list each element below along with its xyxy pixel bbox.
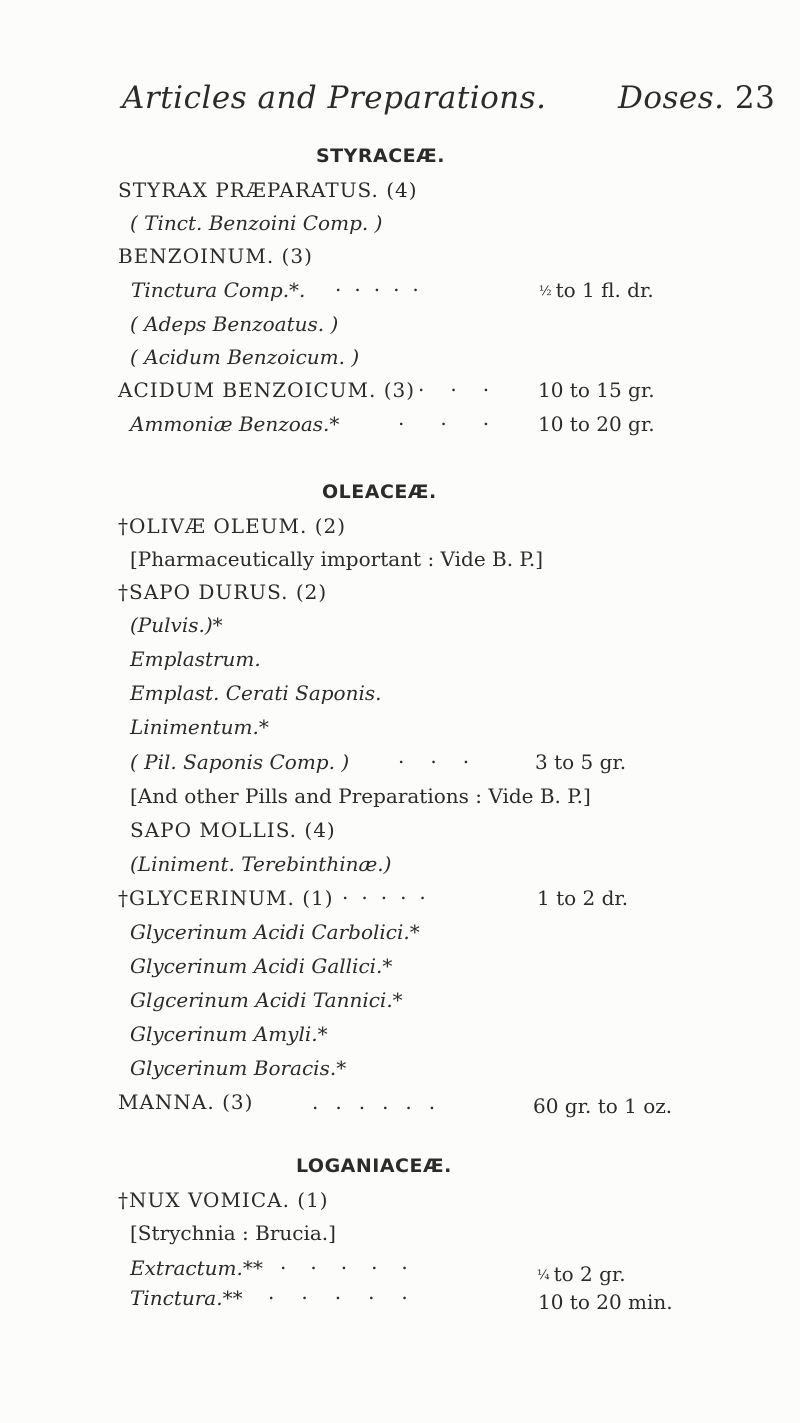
page-number: 23	[734, 80, 776, 116]
entry-line: STYRAX PRÆPARATUS. (4)	[118, 178, 418, 202]
entry-line: †NUX VOMICA. (1)	[118, 1188, 329, 1212]
dot-leader: ...	[418, 372, 516, 396]
entry-line: Tinctura.**	[130, 1286, 243, 1310]
dose-text: to 2 gr.	[553, 1262, 626, 1286]
entry-line: Extractum.**	[130, 1256, 263, 1280]
entry-line: (Liniment. Terebinthinæ.)	[130, 852, 392, 876]
entry-line: Glycerinum Boracis.*	[130, 1056, 347, 1080]
entry-line: ( Adeps Benzoatus. )	[130, 312, 339, 336]
entry-line: ACIDUM BENZOICUM. (3)	[118, 378, 416, 402]
entry-line: †OLIVÆ OLEUM. (2)	[118, 514, 347, 538]
dot-leader: .....	[342, 880, 439, 904]
dose	[537, 1262, 626, 1286]
entry-line: Glycerinum Amyli.*	[130, 1022, 328, 1046]
entry-line: Ammoniæ Benzoas.*	[130, 412, 340, 436]
entry-line: [Pharmaceutically important : Vide B. P.]	[130, 547, 543, 571]
dot-leader: ...	[398, 406, 526, 430]
entry-line: SAPO MOLLIS. (4)	[130, 818, 336, 842]
entry-line: ( Tinct. Benzoini Comp. )	[130, 211, 383, 235]
dose: 10 to 20 min.	[538, 1290, 673, 1314]
entry-line: BENZOINUM. (3)	[118, 244, 313, 268]
entry-line: MANNA. (3)	[118, 1090, 254, 1114]
dose	[539, 278, 654, 302]
entry-line: †GLYCERINUM. (1)	[118, 886, 334, 910]
dose: 1 to 2 dr.	[537, 886, 629, 910]
dot-leader: .....	[268, 1280, 435, 1304]
section-heading: LOGANIACEÆ.	[296, 1155, 452, 1177]
entry-line: ( Acidum Benzoicum. )	[130, 345, 360, 369]
dose: 10 to 20 gr.	[538, 412, 655, 436]
entry-line: (Pulvis.)*	[130, 613, 223, 637]
dose-fraction: ¼	[537, 1268, 550, 1283]
dose: 60 gr. to 1 oz.	[533, 1094, 673, 1118]
section-heading: STYRACEÆ.	[316, 145, 445, 167]
dot-leader: ......	[312, 1090, 453, 1114]
dose: 3 to 5 gr.	[535, 750, 627, 774]
entry-line: Glycerinum Acidi Gallici.*	[130, 954, 393, 978]
entry-line: Emplast. Cerati Saponis.	[130, 681, 382, 705]
dot-leader: .....	[335, 272, 432, 296]
running-header-doses	[618, 80, 775, 116]
entry-line: Linimentum.*	[130, 715, 269, 739]
running-header-title: Articles and Preparations.	[122, 80, 547, 116]
dose: 10 to 15 gr.	[538, 378, 655, 402]
entry-line: ( Pil. Saponis Comp. )	[130, 750, 350, 774]
entry-line: [And other Pills and Preparations : Vide B. P.]	[130, 784, 591, 808]
dot-leader: .....	[280, 1250, 432, 1274]
entry-line: [Strychnia : Brucia.]	[130, 1221, 336, 1245]
doses-label: Doses.	[618, 80, 725, 116]
dose-fraction: ½	[539, 284, 552, 299]
entry-line: Glgcerinum Acidi Tannici.*	[130, 988, 403, 1012]
dose-text: to 1 fl. dr.	[555, 278, 654, 302]
dot-leader: ...	[398, 744, 496, 768]
entry-line: Glycerinum Acidi Carbolici.*	[130, 920, 420, 944]
entry-line: Emplastrum.	[130, 647, 261, 671]
entry-line: Tinctura Comp.*.	[131, 278, 306, 302]
entry-line: †SAPO DURUS. (2)	[118, 580, 328, 604]
section-heading: OLEACEÆ.	[322, 481, 437, 503]
